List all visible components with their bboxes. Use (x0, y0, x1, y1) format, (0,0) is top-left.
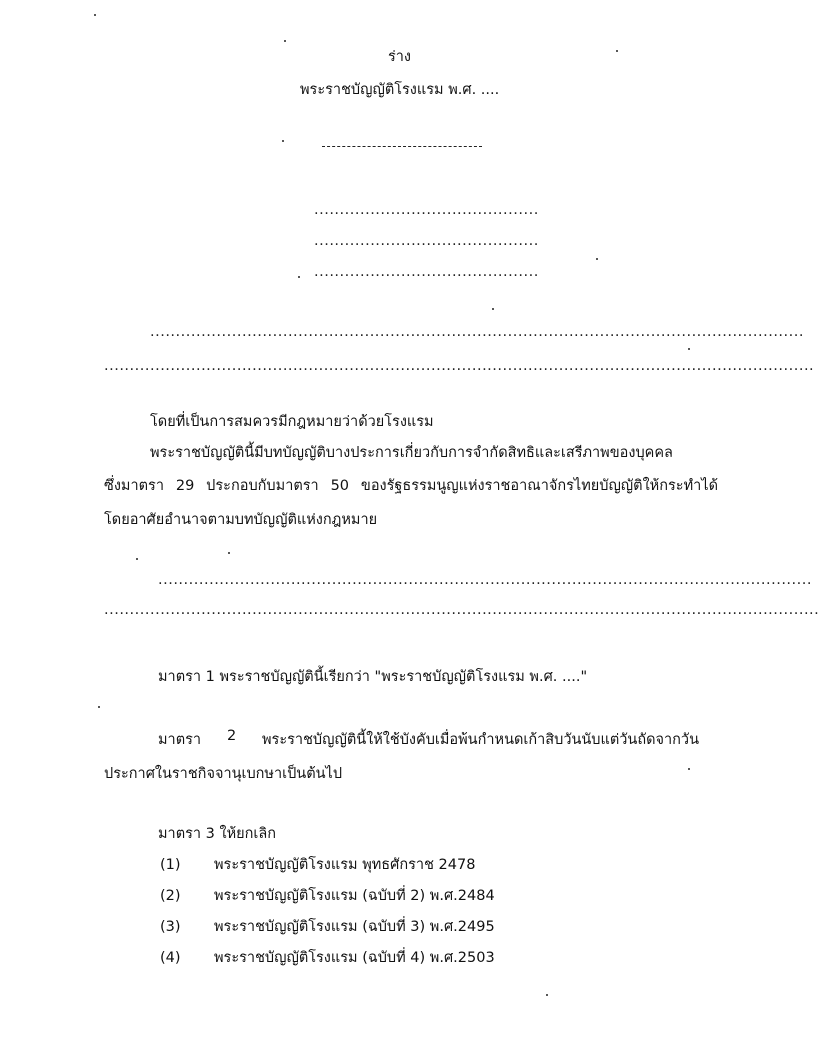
scan-speck (228, 552, 230, 554)
section-1: มาตรา 1 พระราชบัญญัตินี้เรียกว่า "พระราชบัญญัติโรงแรม พ.ศ. ...." (158, 669, 588, 685)
scan-speck (546, 994, 548, 996)
scan-speck (298, 276, 300, 278)
scan-speck (688, 348, 690, 350)
preamble-line: ซึ่งมาตรา 29 ประกอบกับมาตรา 50 ของรัฐธรรมนูญแห่งราชอาณาจักรไทยบัญญัติให้กระทำได้ (104, 478, 718, 494)
blank-line: ............................................ (314, 233, 539, 249)
scan-speck (492, 308, 494, 310)
blank-line: ............................................................................................................................................ (104, 602, 819, 618)
blank-line: ................................................................................................................................ (158, 572, 812, 588)
title-divider (322, 146, 482, 147)
blank-line: ........................................................................................................................................... (104, 358, 815, 374)
act-title: พระราชบัญญัติโรงแรม พ.ศ. .... (300, 82, 500, 98)
list-item-text: พระราชบัญญัติโรงแรม (ฉบับที่ 4) พ.ศ.2503 (214, 950, 495, 966)
scan-speck (616, 50, 618, 52)
list-item-number: (1) (160, 857, 181, 873)
list-item-number: (2) (160, 888, 181, 904)
scan-speck (136, 558, 138, 560)
scan-speck (94, 14, 96, 16)
scan-speck (98, 706, 100, 708)
list-item (160, 853, 475, 876)
section-3-heading: มาตรา 3 ให้ยกเลิก (158, 826, 277, 842)
blank-line: ............................................ (314, 202, 539, 218)
scan-speck (688, 768, 690, 770)
list-item (160, 946, 495, 969)
scan-speck (282, 140, 284, 142)
draft-label: ร่าง (388, 49, 412, 65)
blank-line: ................................................................................................................................ (150, 324, 804, 340)
preamble-line: โดยที่เป็นการสมควรมีกฎหมายว่าด้วยโรงแรม (150, 414, 434, 430)
list-item-text: พระราชบัญญัติโรงแรม (ฉบับที่ 3) พ.ศ.2495 (214, 919, 495, 935)
list-item-text: พระราชบัญญัติโรงแรม (ฉบับที่ 2) พ.ศ.2484 (214, 888, 495, 904)
blank-line: ............................................ (314, 264, 539, 280)
list-item-number: (3) (160, 919, 181, 935)
list-item (160, 915, 495, 938)
scan-speck (284, 40, 286, 42)
preamble-line: พระราชบัญญัตินี้มีบทบัญญัติบางประการเกี่ยวกับการจำกัดสิทธิและเสรีภาพของบุคคล (150, 445, 673, 461)
list-item-number: (4) (160, 950, 181, 966)
preamble-line: โดยอาศัยอำนาจตามบทบัญญัติแห่งกฎหมาย (104, 512, 378, 528)
scan-speck (596, 258, 598, 260)
section-2-text: ประกาศในราชกิจจานุเบกษาเป็นต้นไป (104, 766, 343, 782)
section-2-label: มาตรา (158, 732, 202, 748)
list-item-text: พระราชบัญญัติโรงแรม พุทธศักราช 2478 (214, 857, 476, 873)
section-2-number: 2 (227, 728, 237, 744)
list-item (160, 884, 495, 907)
section-2-text: พระราชบัญญัตินี้ให้ใช้บังคับเมื่อพ้นกำหนดเก้าสิบวันนับแต่วันถัดจากวัน (262, 732, 699, 748)
